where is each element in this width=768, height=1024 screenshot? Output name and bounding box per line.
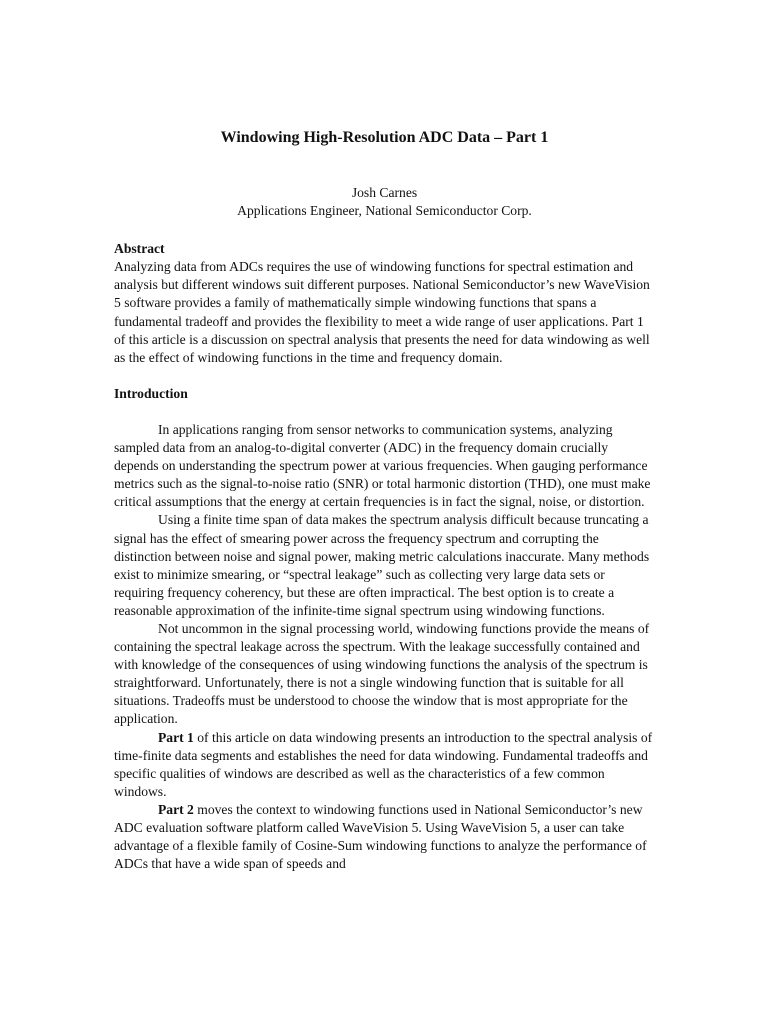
- part1-lead: Part 1: [158, 729, 194, 745]
- abstract-text: Analyzing data from ADCs requires the use of windowing functions for spectral estimation and analysis but different windows suit different purposes. National Semiconductor’s new WaveVision 5 software provides a family of mathematically simple windowing functions that spans a fundamental tradeoff and provides the flexibility to meet a wide range of user applications. Part 1 of this article is a discussion on spectral analysis that presents the need for data windowing as well as the effect of windowing functions in the time and frequency domain.: [114, 259, 650, 365]
- part2-text: moves the context to windowing functions used in National Semiconductor’s new ADC evaluation software platform called WaveVision 5. Using WaveVision 5, a user can take advantage of a flexible family of Cosine-Sum windowing functions to analyze the performance of ADCs that have a wide span of speeds and: [114, 801, 647, 872]
- part1-paragraph: [114, 729, 655, 801]
- document-title: Windowing High-Resolution ADC Data – Part 1: [220, 129, 549, 146]
- introduction-body: [114, 421, 655, 873]
- part1-text: of this article on data windowing presents an introduction to the spectral analysis of time-finite data segments and establishes the need for data windowing. Fundamental tradeoffs and specific qualities of windows are described as well as the characteristics of a few common windows.: [114, 729, 653, 799]
- body-paragraph: Using a finite time span of data makes the spectrum analysis difficult because truncating a signal has the effect of smearing power across the frequency spectrum and corrupting the distinction between noise and signal power, making metric calculations inaccurate. Many methods exist to minimize smearing, or “spectral leakage” such as collecting very large data sets or requiring frequency coherency, but these are often impractical. The best option is to create a reasonable approximation of the infinite-time signal spectrum using windowing functions.: [114, 512, 650, 618]
- document-body: [114, 128, 655, 873]
- introduction-heading: Introduction: [114, 385, 188, 401]
- author-block: [114, 184, 655, 220]
- author-affiliation: Applications Engineer, National Semiconductor Corp.: [237, 203, 532, 219]
- abstract-heading: Abstract: [114, 241, 165, 257]
- body-paragraph: Not uncommon in the signal processing world, windowing functions provide the means of containing the spectral leakage across the spectrum. With the leakage successfully contained and with knowledge of the consequences of using windowing functions the analysis of the spectrum is straightforward. Unfortunately, there is not a single windowing function that is suitable for all situations. Tradeoffs must be understood to choose the window that is most appropriate for the application.: [114, 620, 650, 727]
- author-name: Josh Carnes: [351, 185, 418, 200]
- body-paragraph: In applications ranging from sensor networks to communication systems, analyzing sampled data from an analog-to-digital converter (ADC) in the frequency domain crucially depends on understanding the spectrum power at various frequencies. When gauging performance metrics such as the signal-to-noise ratio (SNR) or total harmonic distortion (THD), one must make critical assumptions that the energy at certain frequencies is in fact the signal, noise, or distortion.: [114, 421, 651, 510]
- part2-paragraph: [114, 801, 655, 873]
- part2-lead: Part 2: [158, 801, 194, 817]
